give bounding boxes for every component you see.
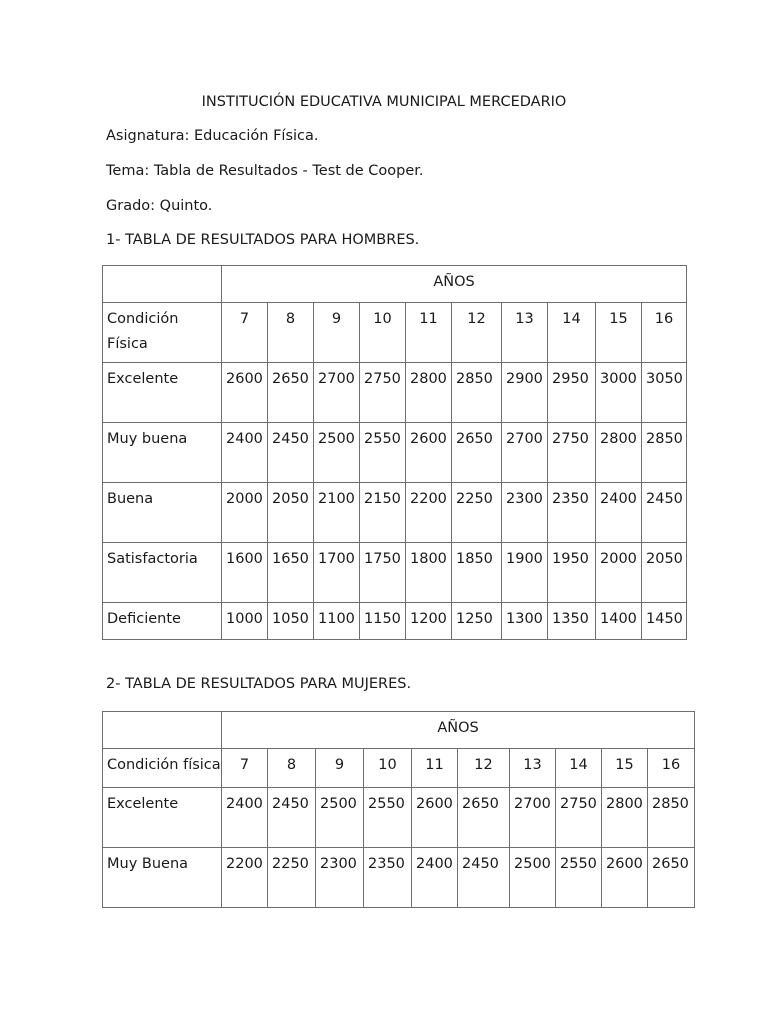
men-results-table [102, 265, 687, 640]
value-cell: 2250 [452, 483, 502, 543]
value-cell: 3050 [642, 363, 687, 423]
header-corner-cell [103, 266, 222, 303]
age-cell: 14 [548, 303, 596, 363]
value-cell: 2200 [222, 848, 268, 908]
value-cell: 2600 [406, 423, 452, 483]
value-cell: 2450 [642, 483, 687, 543]
value-cell: 1650 [268, 543, 314, 603]
age-cell: 14 [556, 749, 602, 788]
years-header: AÑOS [222, 266, 687, 303]
value-cell: 2850 [452, 363, 502, 423]
age-cell: 7 [222, 303, 268, 363]
table-row [103, 363, 687, 423]
value-cell: 2350 [364, 848, 412, 908]
age-cell: 8 [268, 749, 316, 788]
value-cell: 1850 [452, 543, 502, 603]
value-cell: 3000 [596, 363, 642, 423]
value-cell: 2450 [268, 788, 316, 848]
value-cell: 2000 [596, 543, 642, 603]
value-cell: 1800 [406, 543, 452, 603]
value-cell: 1000 [222, 603, 268, 640]
value-cell: 2200 [406, 483, 452, 543]
age-cell: 15 [602, 749, 648, 788]
grade-line: Grado: Quinto. [106, 198, 213, 214]
value-cell: 1200 [406, 603, 452, 640]
value-cell: 2550 [360, 423, 406, 483]
row-label: Deficiente [103, 603, 222, 640]
age-cell: 7 [222, 749, 268, 788]
value-cell: 2750 [556, 788, 602, 848]
age-cell: 11 [412, 749, 458, 788]
value-cell: 2700 [314, 363, 360, 423]
value-cell: 2650 [268, 363, 314, 423]
value-cell: 2500 [316, 788, 364, 848]
value-cell: 2650 [458, 788, 510, 848]
value-cell: 1150 [360, 603, 406, 640]
value-cell: 1100 [314, 603, 360, 640]
value-cell: 2500 [314, 423, 360, 483]
value-cell: 1250 [452, 603, 502, 640]
age-cell: 12 [452, 303, 502, 363]
men-table-title: 1- TABLA DE RESULTADOS PARA HOMBRES. [106, 232, 420, 248]
value-cell: 2450 [458, 848, 510, 908]
value-cell: 2350 [548, 483, 596, 543]
age-cell: 11 [406, 303, 452, 363]
value-cell: 2700 [502, 423, 548, 483]
table-row [103, 788, 695, 848]
value-cell: 2600 [412, 788, 458, 848]
table-row [103, 543, 687, 603]
value-cell: 2400 [596, 483, 642, 543]
value-cell: 2400 [222, 788, 268, 848]
table-row [103, 483, 687, 543]
value-cell: 2650 [452, 423, 502, 483]
value-cell: 2400 [222, 423, 268, 483]
value-cell: 2500 [510, 848, 556, 908]
value-cell: 1750 [360, 543, 406, 603]
value-cell: 1700 [314, 543, 360, 603]
age-cell: 13 [510, 749, 556, 788]
value-cell: 2050 [268, 483, 314, 543]
value-cell: 2600 [222, 363, 268, 423]
age-cell: 10 [364, 749, 412, 788]
value-cell: 2300 [502, 483, 548, 543]
age-cell: 12 [458, 749, 510, 788]
table-header-row [103, 712, 695, 749]
row-label: Satisfactoria [103, 543, 222, 603]
value-cell: 1450 [642, 603, 687, 640]
value-cell: 1600 [222, 543, 268, 603]
row-label: Muy buena [103, 423, 222, 483]
years-header: AÑOS [222, 712, 695, 749]
value-cell: 2550 [364, 788, 412, 848]
value-cell: 2050 [642, 543, 687, 603]
ages-row [103, 749, 695, 788]
value-cell: 1400 [596, 603, 642, 640]
value-cell: 1900 [502, 543, 548, 603]
age-cell: 16 [642, 303, 687, 363]
value-cell: 2250 [268, 848, 316, 908]
value-cell: 2900 [502, 363, 548, 423]
value-cell: 2100 [314, 483, 360, 543]
women-results-table [102, 711, 695, 908]
topic-line: Tema: Tabla de Resultados - Test de Cooper. [106, 163, 424, 179]
table-header-row [103, 266, 687, 303]
table-row [103, 423, 687, 483]
value-cell: 2750 [548, 423, 596, 483]
age-cell: 8 [268, 303, 314, 363]
institution-title: INSTITUCIÓN EDUCATIVA MUNICIPAL MERCEDARIO [201, 94, 567, 110]
value-cell: 2450 [268, 423, 314, 483]
value-cell: 2800 [596, 423, 642, 483]
ages-row [103, 303, 687, 363]
age-cell: 16 [648, 749, 695, 788]
subject-line: Asignatura: Educación Física. [106, 128, 319, 144]
age-cell: 9 [316, 749, 364, 788]
value-cell: 2800 [406, 363, 452, 423]
value-cell: 2150 [360, 483, 406, 543]
table-row [103, 848, 695, 908]
row-label: Buena [103, 483, 222, 543]
age-cell: 13 [502, 303, 548, 363]
value-cell: 2550 [556, 848, 602, 908]
value-cell: 2400 [412, 848, 458, 908]
value-cell: 2850 [642, 423, 687, 483]
value-cell: 1300 [502, 603, 548, 640]
condition-header: Condición física [103, 749, 222, 788]
table-row [103, 603, 687, 640]
row-label: Muy Buena [103, 848, 222, 908]
women-table-title: 2- TABLA DE RESULTADOS PARA MUJERES. [106, 676, 412, 692]
row-label: Excelente [103, 363, 222, 423]
value-cell: 1350 [548, 603, 596, 640]
value-cell: 1050 [268, 603, 314, 640]
value-cell: 2600 [602, 848, 648, 908]
value-cell: 2700 [510, 788, 556, 848]
condition-header: Condición Física [103, 303, 222, 363]
value-cell: 2000 [222, 483, 268, 543]
value-cell: 1950 [548, 543, 596, 603]
value-cell: 2650 [648, 848, 695, 908]
value-cell: 2750 [360, 363, 406, 423]
age-cell: 9 [314, 303, 360, 363]
value-cell: 2850 [648, 788, 695, 848]
age-cell: 10 [360, 303, 406, 363]
value-cell: 2800 [602, 788, 648, 848]
value-cell: 2950 [548, 363, 596, 423]
age-cell: 15 [596, 303, 642, 363]
header-corner-cell [103, 712, 222, 749]
row-label: Excelente [103, 788, 222, 848]
value-cell: 2300 [316, 848, 364, 908]
